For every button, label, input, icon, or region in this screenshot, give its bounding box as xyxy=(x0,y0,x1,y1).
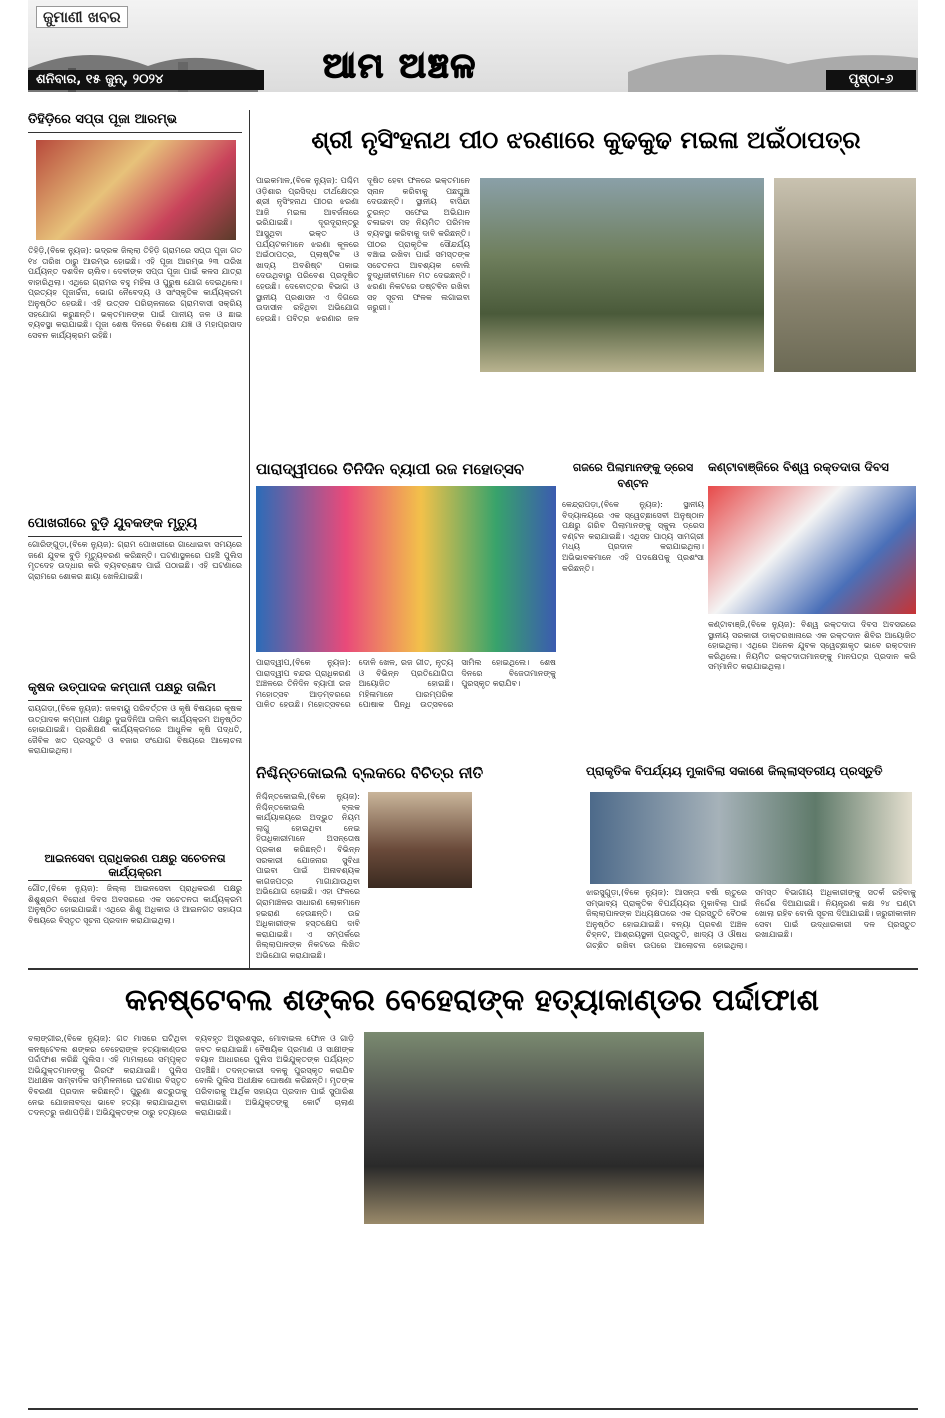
article-body: ପାରାଦ୍ୱୀପ,(ବିକେ ନ୍ୟୁଜ): ପାରାଦ୍ୱୀପ ବନ୍ଦର ପ୍ରାଧିକରଣ ଅଞ୍ଚଳରେ ତିନିଦିନ ବ୍ୟାପୀ ରଜ ମହୋତ୍ସବ ଆଡ଼ମ୍ବରରେ ପାଳିତ ହେଉଛି। ମହୋତ୍ସବରେ ଦୋଳି ଖେଳ, ରଜ ଗୀତ, ନୃତ୍ୟ ଓ ବିଭିନ୍ନ ପ୍ରତିଯୋଗିତା ଆୟୋଜିତ ହୋଇଛି। ମହିଳାମାନେ ପାରମ୍ପରିକ ପୋଷାକ ପିନ୍ଧି ଉତ୍ସବରେ ସାମିଲ ହୋଇଥିଲେ। ଶେଷ ଦିନରେ ବିଜେତାମାନଙ୍କୁ ପୁରସ୍କୃତ କରାଯିବ। xyxy=(256,658,556,710)
person-photo xyxy=(368,792,472,888)
blood-donation-photo xyxy=(708,486,916,614)
section-divider xyxy=(28,968,918,970)
article-tihidi xyxy=(28,112,242,412)
article-krushak xyxy=(28,680,242,850)
article-constable xyxy=(28,976,916,1404)
headline: ଆଇନସେବା ପ୍ରାଧିକରଣ ପକ୍ଷରୁ ସଚେତନତା କାର୍ଯ୍ୟକ୍ରମ xyxy=(28,852,242,881)
headline: ପ୍ରାକୃତିକ ବିପର୍ଯ୍ୟୟ ମୁକାବିଲା ସକାଶେ ଜିଲ୍ଲାସ୍ତରୀୟ ପ୍ରସ୍ତୁତି xyxy=(586,764,883,778)
article-body: ତିହିଡ଼ି,(ବିକେ ନ୍ୟୁଜ): ଭଦ୍ରକ ଜିଲ୍ଲା ତିହିଡ଼ି ଗ୍ରାମରେ ସପ୍ତା ପୂଜା ଗତ ୧୪ ତାରିଖ ଠାରୁ ଆରମ୍ଭ ହୋଇଛି। ଏହି ପୂଜା ଆରମ୍ଭ ୨୩ ତାରିଖ ପର୍ଯ୍ୟନ୍ତ ଦଶଦିନ ଚାଲିବ। ଦେବୀଙ୍କ ସପ୍ତା ପୂଜା ପାଇଁ କଳସ ଯାତ୍ରା ବାହାରିଥିଲା। ଏଥିରେ ଗ୍ରାମର ବହୁ ମହିଳା ଓ ପୁରୁଷ ଯୋଗ ଦେଇଥିଲେ। ପ୍ରତ୍ୟହ ପୂଜାର୍ଚ୍ଚନା, ଭୋଗ ନୈବେଦ୍ୟ ଓ ସାଂସ୍କୃତିକ କାର୍ଯ୍ୟକ୍ରମ ଅନୁଷ୍ଠିତ ହେଉଛି। ଏହି ଉତ୍ସବ ପରିଚାଳନାରେ ଗ୍ରାମବାସୀ ସକ୍ରିୟ ସହଯୋଗ କରୁଛନ୍ତି। ଭକ୍ତମାନଙ୍କ ପାଇଁ ପାନୀୟ ଜଳ ଓ ଛାଇ ବ୍ୟବସ୍ଥା କରାଯାଇଛି। ପୂଜା ଶେଷ ଦିନରେ ବିଶେଷ ଯଜ୍ଞ ଓ ମହାପ୍ରସାଦ ସେବନ କାର୍ଯ୍ୟକ୍ରମ ରହିଛି। xyxy=(28,246,242,340)
article-body: ବଲାଙ୍ଗୀର,(ବିକେ ନ୍ୟୁଜ): ଗତ ମାସରେ ଘଟିଥିବା କନଷ୍ଟେବଲ ଶଙ୍କର ବେହେରାଙ୍କ ହତ୍ୟାକାଣ୍ଡର ପର୍ଦ୍ଦାଫାଶ କରିଛି ପୁଲିସ। ଏହି ମାମଲାରେ ସମ୍ପୃକ୍ତ ଅଭିଯୁକ୍ତମାନଙ୍କୁ ଗିରଫ କରାଯାଇଛି। ପୁଲିସ ଅଧୀକ୍ଷକ ସାମ୍ବାଦିକ ସମ୍ମିଳନୀରେ ଘଟଣାର ବିସ୍ତୃତ ବିବରଣୀ ପ୍ରଦାନ କରିଛନ୍ତି। ପୁରୁଣା ଶତ୍ରୁତାକୁ ନେଇ ଯୋଜନାବଦ୍ଧ ଭାବେ ହତ୍ୟା କରାଯାଇଥିବା ତଦନ୍ତରୁ ଜଣାପଡ଼ିଛି। ଅଭିଯୁକ୍ତଙ୍କ ଠାରୁ ହତ୍ୟାରେ ବ୍ୟବହୃତ ଅସ୍ତ୍ରଶସ୍ତ୍ର, ମୋବାଇଲ ଫୋନ ଓ ଗାଡ଼ି ଜବତ କରାଯାଇଛି। ବୈଷୟିକ ପ୍ରମାଣ ଓ ସାକ୍ଷୀଙ୍କ ବୟାନ ଆଧାରରେ ପୁଲିସ ଅଭିଯୁକ୍ତଙ୍କ ପର୍ଯ୍ୟନ୍ତ ପହଞ୍ଚିଛି। ତଦନ୍ତକାରୀ ଦଳକୁ ପୁରସ୍କୃତ କରାଯିବ ବୋଲି ପୁଲିସ ଅଧୀକ୍ଷକ ଘୋଷଣା କରିଛନ୍ତି। ମୃତଙ୍କ ପରିବାରକୁ ଆର୍ଥିକ ସହାୟତା ପ୍ରଦାନ ପାଇଁ ସୁପାରିଶ କରାଯାଇଛି। ଅଭିଯୁକ୍ତଙ୍କୁ କୋର୍ଟ ଚାଲାଣ କରାଯାଇଛି। xyxy=(28,1034,354,1118)
article-body: ରାୟଗଡ଼ା,(ବିକେ ନ୍ୟୁଜ): ଜଳବାୟୁ ପରିବର୍ତ୍ତନ ଓ କୃଷି ବିଷୟରେ କୃଷକ ଉତ୍ପାଦକ କମ୍ପାନୀ ପକ୍ଷରୁ ଦୁଇଦିନିଆ ତାଲିମ କାର୍ଯ୍ୟକ୍ରମ ଅନୁଷ୍ଠିତ ହୋଇଯାଇଛି। ପ୍ରଶିକ୍ଷଣ କାର୍ଯ୍ୟକ୍ରମରେ ଆଧୁନିକ କୃଷି ପଦ୍ଧତି, ଜୈବିକ ଖତ ପ୍ରସ୍ତୁତି ଓ ବଜାର ସଂଯୋଗ ବିଷୟରେ ଆଲୋଚନା କରାଯାଇଥିଲା। xyxy=(28,704,242,756)
litter-photo xyxy=(774,178,916,372)
headline: ନିଶ୍ଚିନ୍ତକୋଇଲି ବ୍ଲକରେ ବିଚିତ୍ର ନୀତି xyxy=(256,764,484,782)
article-nischintakoili xyxy=(256,764,582,964)
article-body: ନିଶ୍ଚିନ୍ତକୋଇଲି,(ବିକେ ନ୍ୟୁଜ): ନିଶ୍ଚିନ୍ତକୋଇଲି ବ୍ଲକ କାର୍ଯ୍ୟାଳୟରେ ଅଦ୍ଭୁତ ନିୟମ ଲାଗୁ ହୋଇଥିବା ନେଇ ହିତାଧିକାରୀମାନେ ଅସନ୍ତୋଷ ପ୍ରକାଶ କରିଛନ୍ତି। ବିଭିନ୍ନ ସରକାରୀ ଯୋଜନାର ସୁବିଧା ପାଇବା ପାଇଁ ଅନାବଶ୍ୟକ କାଗଜପତ୍ର ମାଗାଯାଉଥିବା ଅଭିଯୋଗ ହୋଇଛି। ଏହା ଫଳରେ ଗ୍ରାମାଞ୍ଚଳର ସାଧାରଣ ଲୋକମାନେ ହଇରାଣ ହେଉଛନ୍ତି। ଉଚ୍ଚ ଅଧିକାରୀଙ୍କ ହସ୍ତକ୍ଷେପ ଦାବି କରାଯାଇଛି। ଏ ସମ୍ପର୍କରେ ଜିଲ୍ଲାପାଳଙ୍କ ନିକଟରେ ଲିଖିତ ଅଭିଯୋଗ କରାଯାଇଛି। xyxy=(256,792,360,960)
raja-festival-photo xyxy=(256,486,556,652)
article-body: ଗୋରିଙ୍ଗୁଡ଼ା,(ବିକେ ନ୍ୟୁଜ): ଗ୍ରାମ ପୋଖରୀରେ ଗାଧୋଇବା ସମୟରେ ଜଣେ ଯୁବକ ବୁଡ଼ି ମୃତ୍ୟୁବରଣ କରିଛନ୍ତି। ଘଟଣାସ୍ଥଳରେ ପହଞ୍ଚି ପୁଲିସ ମୃତଦେହ ଉଦ୍ଧାର କରି ବ୍ୟବଚ୍ଛେଦ ପାଇଁ ପଠାଇଛି। ଏହି ଘଟଣାରେ ଗ୍ରାମରେ ଶୋକର ଛାୟା ଖେଳିଯାଇଛି। xyxy=(28,540,242,581)
article-paradip xyxy=(256,460,556,760)
headline: ତିହିଡ଼ିରେ ସପ୍ତା ପୂଜା ଆରମ୍ଭ xyxy=(28,112,242,133)
meeting-photo xyxy=(590,792,912,884)
accused-arrest-photo xyxy=(364,1032,704,1224)
headline: ପାରାଦ୍ୱୀପରେ ତିନିଦିନ ବ୍ୟାପୀ ରଜ ମହୋତ୍ସବ xyxy=(256,460,525,478)
article-ain xyxy=(28,852,242,964)
headline: କନଷ୍ଟେବଲ ଶଙ୍କର ବେହେରାଙ୍କ ହତ୍ୟାକାଣ୍ଡର ପର୍ଦ୍ଦାଫାଶ xyxy=(125,983,819,1018)
section-title: ଆମ ଅଞ୍ଚଳ xyxy=(323,46,478,86)
article-body: କଣ୍ଟାବାଞ୍ଜି,(ବିକେ ନ୍ୟୁଜ): ବିଶ୍ୱ ରକ୍ତଦାତା ଦିବସ ଅବସରରେ ସ୍ଥାନୀୟ ସରକାରୀ ଡାକ୍ତରଖାନାରେ ଏକ ରକ୍ତଦାନ ଶିବିର ଆୟୋଜିତ ହୋଇଥିଲା। ଏଥିରେ ଅନେକ ଯୁବକ ସ୍ୱେଚ୍ଛାକୃତ ଭାବେ ରକ୍ତଦାନ କରିଥିଲେ। ନିୟମିତ ରକ୍ତଦାତାମାନଙ୍କୁ ମାନପତ୍ର ପ୍ରଦାନ କରି ସମ୍ମାନିତ କରାଯାଇଥିଲା। xyxy=(708,620,916,672)
article-body: ଗୌତ,(ବିକେ ନ୍ୟୁଜ): ଜିଲ୍ଲା ଆଇନସେବା ପ୍ରାଧିକରଣ ପକ୍ଷରୁ ଶିଶୁଶ୍ରମ ବିରୋଧୀ ଦିବସ ଅବସରରେ ଏକ ସଚେତନତା କାର୍ଯ୍ୟକ୍ରମ ଅନୁଷ୍ଠିତ ହୋଇଯାଇଛି। ଏଥିରେ ଶିଶୁ ଅଧିକାର ଓ ଆଇନଗତ ସହାୟତା ବିଷୟରେ ବିସ୍ତୃତ ସୂଚନା ପ୍ରଦାନ କରାଯାଇଥିଲା। xyxy=(28,884,242,925)
puja-photo xyxy=(36,140,236,240)
paper-name: ଜୁମାଣୀ ଖବର xyxy=(36,6,128,28)
page-number: ପୃଷ୍ଠା-୬ xyxy=(826,70,916,90)
headline: କୃଷକ ଉତ୍ପାଦକ କମ୍ପାନୀ ପକ୍ଷରୁ ତାଲିମ xyxy=(28,680,242,701)
headline: ଗଜରେ ପିଲାମାନଙ୍କୁ ଡ୍ରେସ ବଣ୍ଟନ xyxy=(572,461,694,490)
article-body: କେନ୍ଦ୍ରାପଡ଼ା,(ବିକେ ନ୍ୟୁଜ): ସ୍ଥାନୀୟ ବିଦ୍ୟାଳୟରେ ଏକ ସ୍ୱେଚ୍ଛାସେବୀ ଅନୁଷ୍ଠାନ ପକ୍ଷରୁ ଗରିବ ପିଲାମାନଙ୍କୁ ସ୍କୁଲ ଡ୍ରେସ ବଣ୍ଟନ କରାଯାଇଛି। ଏଥିସହ ପାଠ୍ୟ ସାମଗ୍ରୀ ମଧ୍ୟ ପ୍ରଦାନ କରାଯାଇଥିଲା। ଅଭିଭାବକମାନେ ଏହି ପଦକ୍ଷେପକୁ ପ୍ରଶଂସା କରିଛନ୍ତି। xyxy=(562,500,704,573)
column-divider xyxy=(249,110,250,968)
article-nrusingha xyxy=(256,112,916,452)
waterfall-garbage-photo xyxy=(480,178,764,372)
date-label: ଶନିବାର, ୧୫ ଜୁନ୍, ୨୦୨୪ xyxy=(28,70,264,90)
headline: ଶ୍ରୀ ନୃସିଂହନାଥ ପୀଠ ଝରଣାରେ କୁଢକୁଢ ମଇଳା ଅଇଁଠାପତ୍ର xyxy=(311,126,861,154)
headline: କଣ୍ଟାବାଞ୍ଜିରେ ବିଶ୍ୱ ରକ୍ତଦାତା ଦିବସ xyxy=(708,460,889,474)
article-pokhari xyxy=(28,516,242,671)
article-prakrutika xyxy=(586,764,916,964)
article-body: ଝାରସୁଗୁଡ଼ା,(ବିକେ ନ୍ୟୁଜ): ଆସନ୍ତା ବର୍ଷା ଋତୁରେ ସମ୍ଭାବ୍ୟ ପ୍ରାକୃତିକ ବିପର୍ଯ୍ୟୟର ମୁକାବିଲା ପାଇଁ ଜିଲ୍ଲାପାଳଙ୍କ ଅଧ୍ୟକ୍ଷତାରେ ଏକ ପ୍ରସ୍ତୁତି ବୈଠକ ଅନୁଷ୍ଠିତ ହୋଇଯାଇଛି। ବନ୍ୟା ପ୍ରବଣ ଅଞ୍ଚଳ ଚିହ୍ନଟ, ଆଶ୍ରୟସ୍ଥଳୀ ପ୍ରସ୍ତୁତି, ଖାଦ୍ୟ ଓ ଔଷଧ ଗଚ୍ଛିତ ରଖିବା ଉପରେ ଆଲୋଚନା ହୋଇଥିଲା। ସମସ୍ତ ବିଭାଗୀୟ ଅଧିକାରୀଙ୍କୁ ସତର୍କ ରହିବାକୁ ନିର୍ଦ୍ଦେଶ ଦିଆଯାଇଛି। ନିୟନ୍ତ୍ରଣ କକ୍ଷ ୨୪ ଘଣ୍ଟା ଖୋଲା ରହିବ ବୋଲି ସୂଚନା ଦିଆଯାଇଛି। ଜରୁରୀକାଳୀନ ସେବା ପାଇଁ ଉଦ୍ଧାରକାରୀ ଦଳ ପ୍ରସ୍ତୁତ ରଖାଯାଇଛି। xyxy=(586,888,916,950)
article-kantabanji xyxy=(708,460,916,760)
footer-rule xyxy=(28,1408,918,1410)
article-gajara xyxy=(562,460,704,760)
article-body: ପାଇକମାଳ,(ବିକେ ନ୍ୟୁଜ): ପଶ୍ଚିମ ଓଡ଼ିଶାର ପ୍ରସିଦ୍ଧ ତୀର୍ଥକ୍ଷେତ୍ର ଶ୍ରୀ ନୃସିଂହନାଥ ପୀଠର ଝରଣା ଆଜି ମଇଳା ଆବର୍ଜନାରେ ଭରିଯାଇଛି। ଦୂରଦୂରାନ୍ତରୁ ଆସୁଥିବା ଭକ୍ତ ଓ ପର୍ଯ୍ୟଟକମାନେ ଝରଣା କୂଳରେ ଅଇଁଠାପତ୍ର, ପ୍ଲାଷ୍ଟିକ ଓ ଖାଦ୍ୟ ଅବଶିଷ୍ଟ ପକାଇ ଦେଉଥିବାରୁ ପରିବେଶ ପ୍ରଦୂଷିତ ହେଉଛି। ଦେବୋତ୍ତର ବିଭାଗ ଓ ସ୍ଥାନୀୟ ପ୍ରଶାସନ ଏ ଦିଗରେ ଉଦାସୀନ ରହିଥିବା ଅଭିଯୋଗ ହେଉଛି। ପବିତ୍ର ଝରଣାର ଜଳ ଦୂଷିତ ହେବା ଫଳରେ ଭକ୍ତମାନେ ସ୍ନାନ କରିବାକୁ ପଛଘୁଞ୍ଚା ଦେଉଛନ୍ତି। ସ୍ଥାନୀୟ ବାସିନ୍ଦା ତୁରନ୍ତ ସଫେଇ ଅଭିଯାନ ଚଳାଇବା ସହ ନିୟମିତ ପରିମଳ ବ୍ୟବସ୍ଥା କରିବାକୁ ଦାବି କରିଛନ୍ତି। ପୀଠର ପ୍ରାକୃତିକ ସୌନ୍ଦର୍ଯ୍ୟ ବଞ୍ଚାଇ ରଖିବା ପାଇଁ ସମସ୍ତଙ୍କ ସଚେତନତା ଆବଶ୍ୟକ ବୋଲି ବୁଦ୍ଧିଜୀବୀମାନେ ମତ ଦେଇଛନ୍ତି। ଝରଣା ନିକଟରେ ଡଷ୍ଟବିନ ରଖିବା ସହ ସୂଚନା ଫଳକ ଲଗାଇବା ଜରୁରୀ। xyxy=(256,176,470,323)
headline: ପୋଖରୀରେ ବୁଡ଼ି ଯୁବକଙ୍କ ମୃତ୍ୟୁ xyxy=(28,516,242,537)
